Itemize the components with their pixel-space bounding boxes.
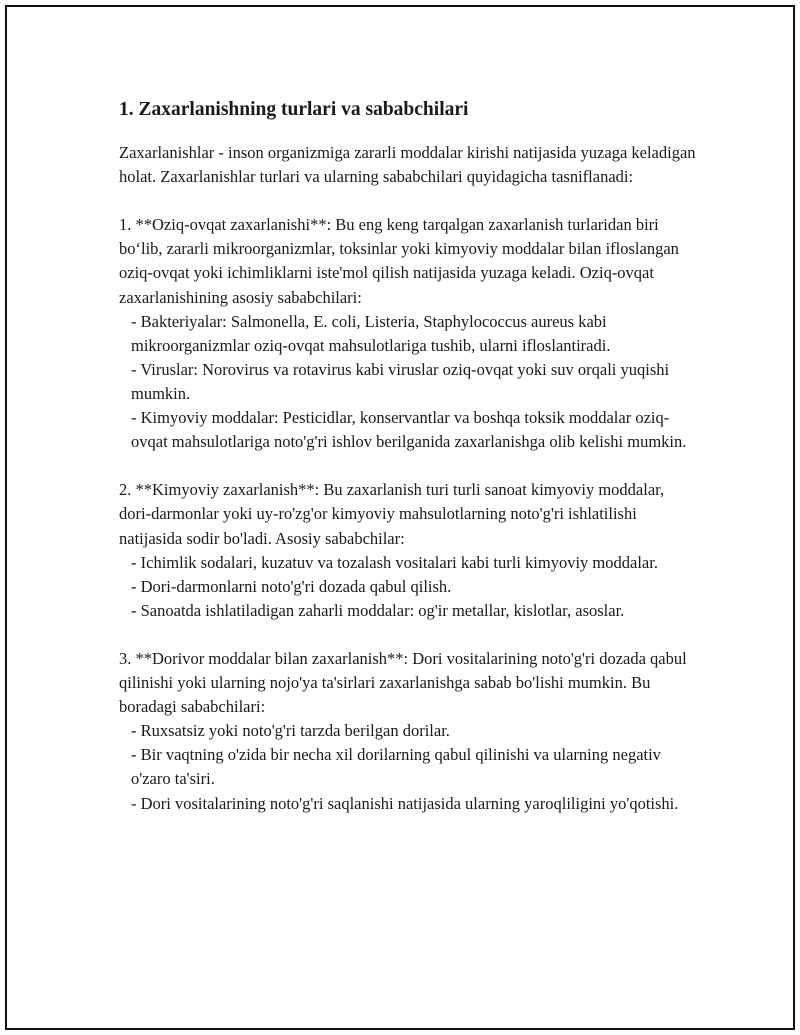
document-content [119,95,699,816]
section-food-poisoning [119,213,699,454]
list-item: - Sanoatda ishlatiladigan zaharli moddalar: og'ir metallar, kislotlar, asoslar. [131,600,625,620]
list-item: - Dori vositalarining noto'g'ri saqlanishi natijasida ularning yaroqliligini yo'qotishi. [131,793,679,813]
list-item: - Ichimlik sodalari, kuzatuv va tozalash vositalari kabi turli kimyoviy moddalar. [131,552,658,572]
paragraph-gap [119,454,699,478]
list-item: - Bir vaqtning o'zida bir necha xil dorilarning qabul qilinishi va ularning negativ o'zaro ta'siri. [131,745,661,789]
list-item: - Viruslar: Norovirus va rotavirus kabi viruslar oziq-ovqat yoki suv orqali yuqishi mumkin. [131,359,670,403]
list-item: - Ruxsatsiz yoki noto'g'ri tarzda berilgan dorilar. [131,721,450,741]
intro-paragraph: Zaxarlanishlar - inson organizmiga zararli moddalar kirishi natijasida yuzaga keladigan holat. Zaxarlanishlar turlari va ularning sababchilari quyidagicha tasniflanadi: [119,143,696,187]
section-drug-poisoning [119,647,699,816]
list-item: - Dori-darmonlarni noto'g'ri dozada qabul qilish. [131,576,452,596]
paragraph-gap [119,189,699,213]
section-heading: 1. **Oziq-ovqat zaxarlanishi**: Bu eng keng tarqalgan zaxarlanish turlaridan biri bo‘lib, zararli mikroorganizmlar, toksinlar yoki kimyoviy moddalar bilan ifloslangan oziq-ovqat yoki ichimliklarni iste'mol qilish natijasida yuzaga keladi. Oziq-ovqat zaxarlanishining asosiy sababchilari: [119,215,679,307]
section-heading: 3. **Dorivor moddalar bilan zaxarlanish**: Dori vositalarining noto'g'ri dozada qabul qilinishi yoki ularning nojo'ya ta'sirlari zaxarlanishga sabab bo'lishi mumkin. Bu boradagi sababchilari: [119,648,687,717]
document-page [5,5,795,1030]
list-item: - Bakteriyalar: Salmonella, E. coli, Listeria, Staphylococcus aureus kabi mikroorganizmlar oziq-ovqat mahsulotlariga tushib, ularni ifloslantiradi. [131,311,611,355]
section-chemical-poisoning [119,478,699,623]
paragraph-gap [119,623,699,647]
list-item: - Kimyoviy moddalar: Pesticidlar, konservantlar va boshqa toksik moddalar oziq-ovqat mahsulotlariga noto'g'ri ishlov berilganida zaxarlanishga olib kelishi mumkin. [131,408,687,452]
document-title: 1. Zaxarlanishning turlari va sababchilari [119,99,469,120]
section-heading: 2. **Kimyoviy zaxarlanish**: Bu zaxarlanish turi turli sanoat kimyoviy moddalar, dori-darmonlar yoki uy-ro'zg'or kimyoviy mahsulotlarning noto'g'ri ishlatilishi natijasida sodir bo'ladi. Asosiy sababchilar: [119,480,665,548]
